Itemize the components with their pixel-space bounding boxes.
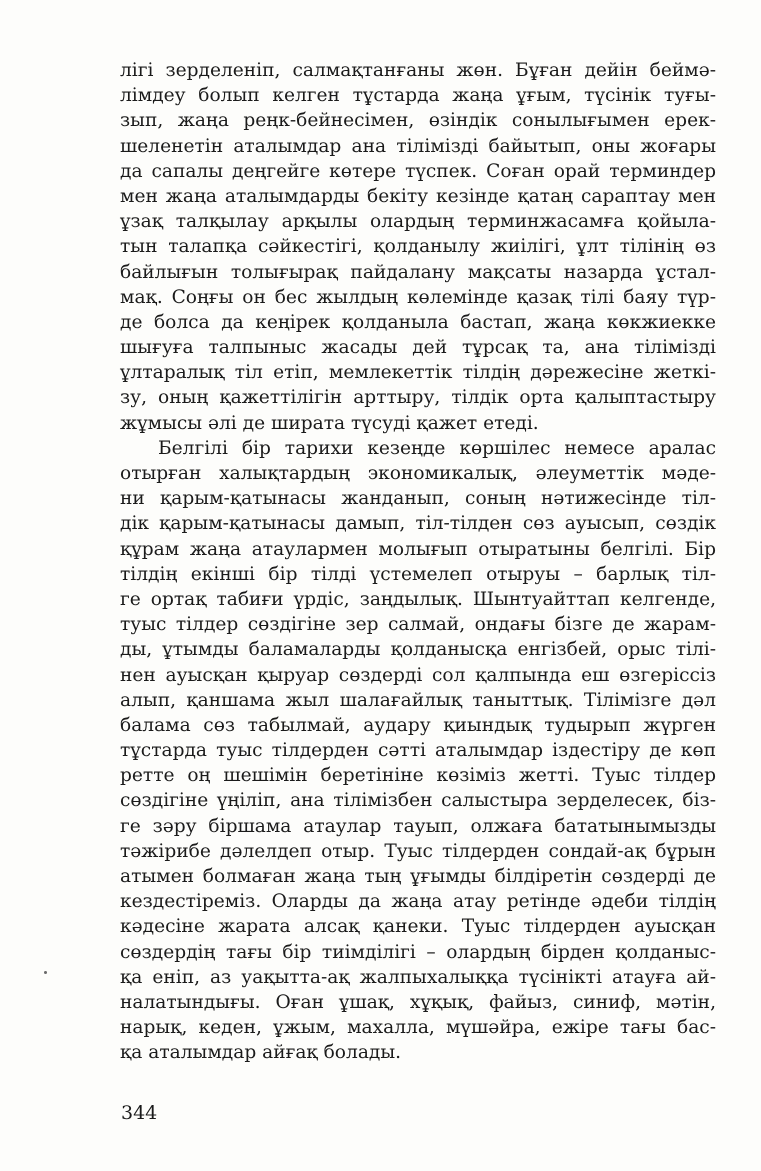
text-line: зып, жаңа реңк-бейнесімен, өзіндік сонылығымен ерек- (120, 110, 716, 132)
body-text (120, 58, 716, 1066)
text-line: ге ортақ табиғи үрдіс, заңдылық. Шынтуайттап келгенде, (120, 588, 716, 610)
margin-speck (44, 971, 47, 974)
text-line: ды, ұтымды баламаларды қолданысқа енгізбей, орыс тілі- (120, 639, 716, 661)
text-line: балама сөз табылмай, аудару қиындық тудырып жүрген (120, 714, 716, 736)
text-line: ни қарым-қатынасы жанданып, соның нәтижесінде тіл- (120, 488, 716, 510)
text-line: тәжірибе дәлелдеп отыр. Туыс тілдерден сондай-ақ бұрын (120, 840, 716, 862)
text-line: ретте оң шешімін беретініне көзіміз жетті. Туыс тілдер (120, 765, 716, 787)
text-line: лігі зерделеніп, салмақтанғаны жөн. Бұған дейін беймә- (120, 60, 716, 81)
text-line: кәдесіне жарата алсақ қанеки. Туыс тілдерден ауысқан (120, 916, 716, 938)
text-line: қа еніп, аз уақытта-ақ жалпыхалыққа түсінікті атауға ай- (120, 966, 716, 988)
text-line: қа аталымдар айғақ болады. (120, 1042, 402, 1064)
paragraph-1 (120, 58, 716, 436)
text-line: дік қарым-қатынасы дамып, тіл-тілден сөз ауысып, сөздік (120, 513, 716, 535)
text-line: зу, оның қажеттілігін арттыру, тілдік орта қалыптастыру (120, 387, 716, 409)
text-line: сөздердің тағы бір тиімділігі – олардың бірден қолданыс- (120, 941, 716, 963)
text-line: алып, қаншама жыл шалағайлық таныттық. Тілімізге дәл (120, 689, 716, 711)
text-line: ге зәру біршама атаулар тауып, олжаға бататынымызды (120, 815, 716, 837)
text-line: байлығын толығырақ пайдалану мақсаты назарда ұстал- (120, 261, 716, 283)
text-line: ұлтаралық тіл етіп, мемлекеттік тілдің дәрежесіне жеткі- (120, 362, 716, 384)
page-number: 344 (121, 1102, 158, 1124)
text-line: туыс тілдер сөздігіне зер салмай, ондағы бізге де жарам- (120, 614, 716, 636)
text-line: шеленетін аталымдар ана тілімізді байытып, оны жоғары (120, 135, 716, 157)
text-line: де болса да кеңірек қолданыла бастап, жаңа көкжиекке (120, 311, 716, 333)
text-line: жұмысы әлі де ширата түсуді қажет етеді. (120, 412, 539, 434)
text-line: ұзақ талқылау арқылы олардың терминжасамға қойыла- (120, 211, 716, 233)
text-line: кездестіреміз. Оларды да жаңа атау ретінде әдеби тілдің (120, 891, 716, 913)
text-line: нарық, кеден, ұжым, махалла, мүшәйра, ежіре тағы бас- (120, 1017, 716, 1039)
text-line: атымен болмаған жаңа тың ұғымды білдіретін сөздерді де (120, 866, 716, 887)
text-line: мен жаңа аталымдарды бекіту кезінде қатаң сараптау мен (120, 185, 716, 207)
text-line: нен ауысқан қыруар сөздерді сол қалпында еш өзгеріссіз (120, 664, 716, 686)
text-line: лімдеу болып келген тұстарда жаңа ұғым, түсінік туғы- (120, 85, 716, 107)
text-line: да сапалы деңгейге көтере түспек. Соған орай терминдер (120, 160, 716, 182)
text-line: мақ. Соңғы он бес жылдың көлемінде қазақ тілі баяу түр- (120, 286, 716, 308)
text-line: отырған халықтардың экономикалық, әлеуметтік мәде- (120, 463, 716, 484)
text-line: сөздігіне үңіліп, ана тілімізбен салыстыра зерделесек, біз- (120, 790, 716, 812)
text-line: тұстарда туыс тілдерден сәтті аталымдар іздестіру де көп (120, 740, 716, 762)
text-line: налатындығы. Оған ұшақ, хұқық, файыз, синиф, мәтін, (120, 991, 716, 1013)
text-line: шығуға талпыныс жасады дей тұрсақ та, ана тілімізді (120, 337, 716, 359)
paragraph-2 (120, 436, 716, 1066)
text-line: Белгілі бір тарихи кезеңде көршілес немесе аралас (158, 437, 716, 459)
text-line: тілдің екінші бір тілді үстемелеп отыруы – барлық тіл- (120, 563, 716, 585)
text-line: тын талапқа сәйкестігі, қолданылу жиілігі, ұлт тілінің өз (120, 236, 716, 258)
text-line: құрам жаңа атаулармен молығып отыратыны белгілі. Бір (120, 538, 716, 560)
